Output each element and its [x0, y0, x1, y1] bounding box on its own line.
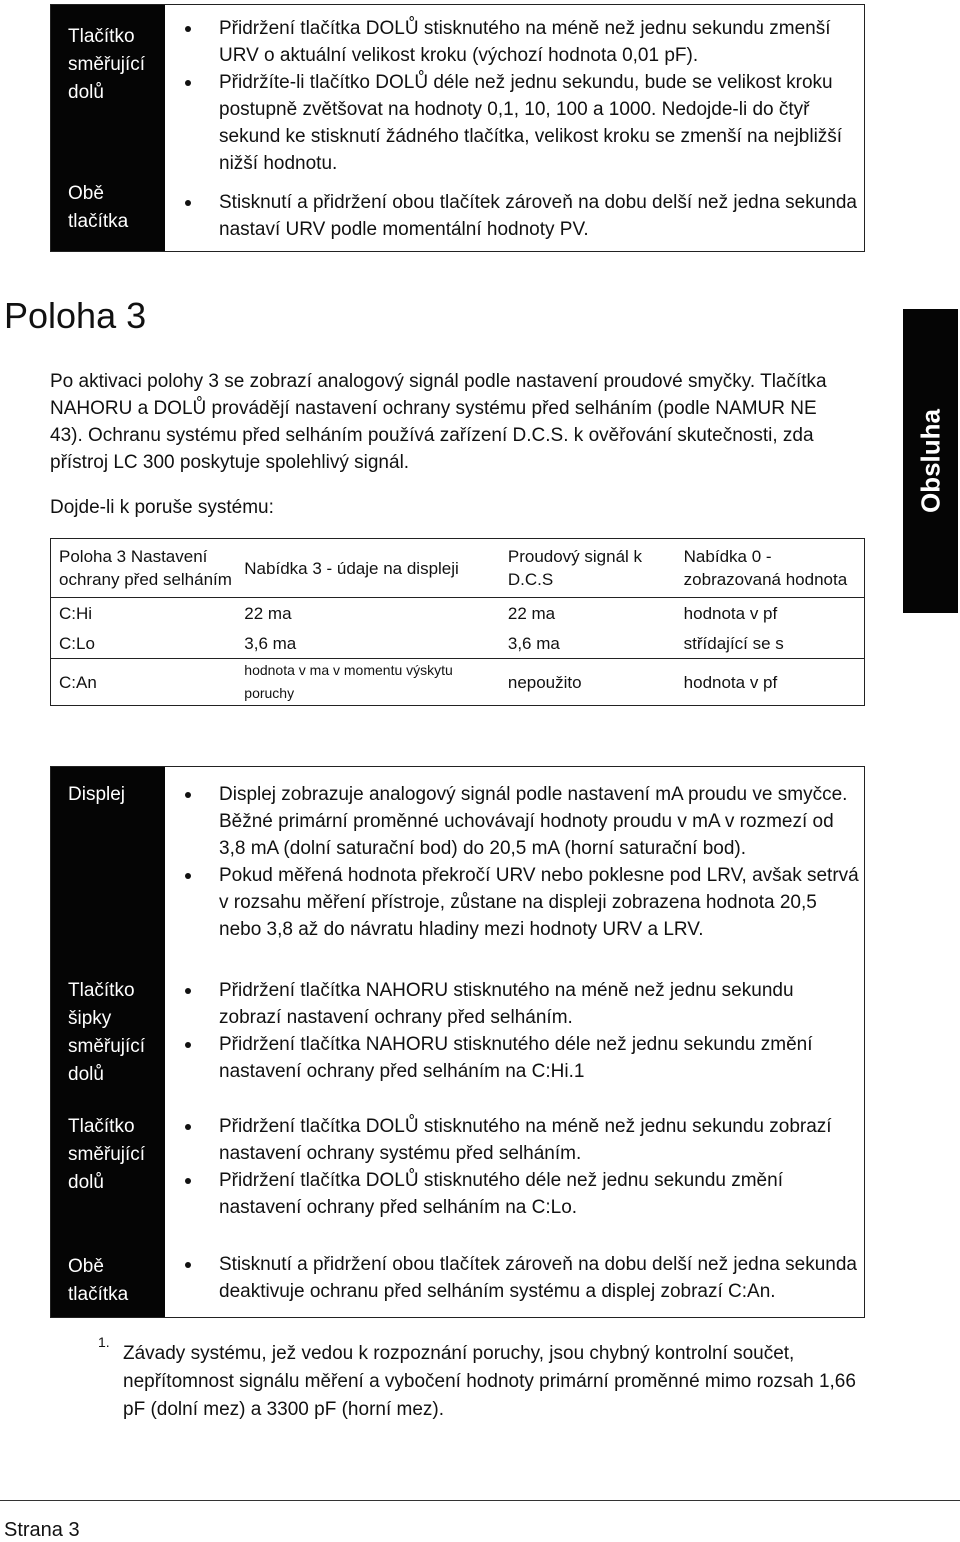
side-label-line: šipky — [68, 1008, 112, 1029]
both-buttons-bullets — [183, 1251, 860, 1305]
bullet-item: Stisknutí a přidržení obou tlačítek zároveň na dobu delší než jedna sekunda nastaví URV podle momentální hodnoty PV. — [183, 189, 860, 243]
side-label-down-button — [68, 23, 145, 107]
table-cell: 3,6 ma — [507, 633, 560, 653]
bullet-item: Přidržení tlačítka DOLŮ stisknutého na méně než jednu sekundu zobrazí nastavení ochrany systému před selháním. — [183, 1113, 860, 1167]
side-label-display — [68, 781, 125, 809]
bullet-item: Přidržení tlačítka DOLŮ stisknutého na méně než jednu sekundu zmenší URV o aktuální velikost kroku (výchozí hodnota 0,01 pF). — [183, 15, 860, 69]
bullet-item: Přidržení tlačítka NAHORU stisknutého déle než jednu sekundu změní nastavení ochrany před selháním na C:Hi.1 — [183, 1031, 860, 1085]
side-label-line: Tlačítko — [68, 1116, 135, 1137]
side-label-both-buttons — [68, 180, 128, 236]
side-label-line: tlačítka — [68, 211, 129, 232]
footnote-mark: 1. — [98, 1334, 110, 1350]
table-header-cell: Nabídka 3 - údaje na displeji — [236, 539, 500, 598]
side-label-line: Obě — [68, 1256, 104, 1277]
section-title: Poloha 3 — [4, 295, 147, 336]
table-cell: hodnota v pf — [676, 659, 865, 706]
table-cell: nepoužito — [500, 659, 676, 706]
side-label-line: Obě — [68, 183, 104, 204]
table-row — [51, 598, 865, 629]
table-cell: C:Hi — [59, 603, 93, 623]
top-bullets-down — [183, 15, 860, 177]
side-label-line: směřující — [68, 54, 146, 75]
failsafe-table — [50, 538, 865, 706]
table-row — [51, 659, 865, 706]
side-label-line: dolů — [68, 1064, 104, 1085]
bullet-item: Stisknutí a přidržení obou tlačítek zároveň na dobu delší než jedna sekunda deaktivuje ochranu před selháním systému a displej zobrazí C:An. — [183, 1251, 860, 1305]
table-header-cell: Nabídka 0 - zobrazovaná hodnota — [676, 539, 865, 598]
table-cell: 22 ma — [244, 603, 292, 623]
table-cell: C:An — [51, 659, 237, 706]
side-label-line: Tlačítko — [68, 980, 135, 1001]
side-label-line: Displej — [68, 784, 126, 805]
side-label-line: tlačítka — [68, 1284, 129, 1305]
table-cell: hodnota v pf — [683, 603, 778, 623]
side-label-down-button — [68, 1113, 145, 1197]
display-bullets — [183, 781, 860, 943]
side-label-line: dolů — [68, 82, 104, 103]
arrow-down-bullets — [183, 977, 860, 1085]
table-cell: 3,6 ma — [244, 633, 297, 653]
side-label-arrow-down-button — [68, 977, 145, 1089]
table-cell: střídající se s — [683, 633, 784, 653]
bullet-item: Pokud měřená hodnota překročí URV nebo poklesne pod LRV, avšak setrvá v rozsahu měření přístroje, zůstane na displeji zobrazena hodnota 20,5 nebo 3,8 až do návratu hladiny mezi hodnoty URV a LRV. — [183, 862, 860, 943]
bullet-item: Displej zobrazuje analogový signál podle nastavení mA proudu ve smyčce. Běžné primární proměnné uchovávají hodnoty proudu v mA v rozmezí od 3,8 mA (dolní saturační bod) do 20,5 mA (horní saturační bod). — [183, 781, 860, 862]
side-label-line: směřující — [68, 1144, 146, 1165]
chapter-side-tab-label: Obsluha — [915, 408, 945, 514]
failure-line: Dojde-li k poruše systému: — [50, 497, 274, 518]
top-instruction-box — [50, 4, 865, 252]
page-number: Strana 3 — [4, 1519, 80, 1541]
bullet-item: Přidržení tlačítka NAHORU stisknutého na méně než jednu sekundu zobrazí nastavení ochrany před selháním. — [183, 977, 860, 1031]
table-header-row — [51, 539, 865, 598]
footnote-text: Závady systému, jež vedou k rozpoznání poruchy, jsou chybný kontrolní součet, nepřítomnost signálu měření a vybočení hodnoty primární proměnné mimo rozsah 1,66 pF (dolní mez) a 3300 pF (horní mez). — [123, 1343, 856, 1420]
side-label-line: směřující — [68, 1036, 146, 1057]
down-button-bullets — [183, 1113, 860, 1221]
footer-divider — [0, 1500, 960, 1501]
table-header-cell: Proudový signál k D.C.S — [500, 539, 676, 598]
chapter-side-tab — [903, 309, 958, 613]
bullet-item: Přidržení tlačítka DOLŮ stisknutého déle než jednu sekundu změní nastavení ochrany před selháním na C:Lo. — [183, 1167, 860, 1221]
table-cell: 22 ma — [507, 603, 556, 623]
table-header-cell: Poloha 3 Nastavení ochrany před selháním — [51, 539, 237, 598]
table-cell: C:Lo — [59, 633, 95, 653]
side-label-line: Tlačítko — [68, 26, 135, 47]
intro-paragraph: Po aktivaci polohy 3 se zobrazí analogový signál podle nastavení proudové smyčky. Tlačítka NAHORU a DOLŮ provádějí nastavení ochrany systému před selháním (podle NAMUR NE 43). Ochranu systému před selháním používá zařízení D.C.S. k ověřování skutečnosti, zda přístroj LC 300 poskytuje spolehlivý signál. — [50, 371, 827, 473]
table-row — [51, 628, 865, 659]
bottom-instruction-box — [50, 766, 865, 1318]
side-label-line: dolů — [68, 1172, 104, 1193]
top-bullets-both — [183, 189, 860, 243]
side-label-both-buttons — [68, 1253, 128, 1309]
bullet-item: Přidržíte-li tlačítko DOLŮ déle než jednu sekundu, bude se velikost kroku postupně zvětšovat na hodnoty 0,1, 10, 100 a 1000. Nedojde-li do čtyř sekund ke stisknutí žádného tlačítka, velikost kroku se zmenší na nejbližší nižší hodnotu. — [183, 69, 860, 177]
top-side-column — [51, 5, 165, 251]
table-cell: hodnota v ma v momentu výskytu poruchy — [236, 659, 500, 706]
bottom-side-column — [51, 767, 165, 1317]
